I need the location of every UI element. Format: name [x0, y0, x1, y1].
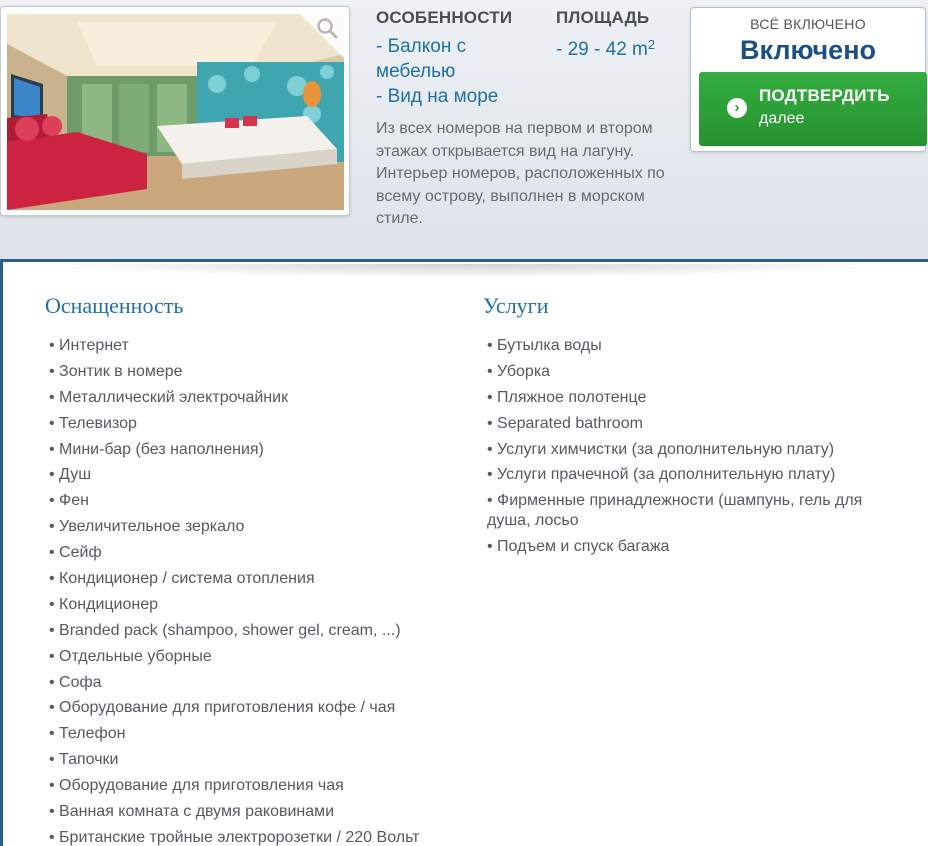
services-title: Услуги	[483, 293, 549, 318]
features-column	[376, 8, 546, 109]
room-panel	[0, 0, 928, 262]
list-item: • Separated bathroom	[483, 414, 903, 434]
zoom-button[interactable]	[291, 9, 347, 65]
list-item: • Зонтик в номере	[45, 362, 465, 382]
list-item: • Оборудование для приготовления кофе / чая	[45, 698, 465, 718]
list-item: • Мини-бар (без наполнения)	[45, 440, 465, 460]
area-unit-superscript: 2	[647, 37, 656, 52]
area-value: - 29 - 42 $m^2$	[556, 37, 656, 60]
chevron-right-icon: ›	[727, 98, 747, 118]
room-description: Из всех номеров на первом и втором этажах открывается вид на лагуну. Интерьер номеров, расположенных по всему острову, выполнен в морском стиле.	[376, 120, 665, 227]
list-item: • Интернет	[45, 336, 465, 356]
list-item: • Ванная комната с двумя раковинами	[45, 802, 465, 822]
list-item: • Кондиционер	[45, 595, 465, 615]
list-item: • Сейф	[45, 543, 465, 563]
list-item: • Фирменные принадлежности (шампунь, гель для душа, лосьо	[483, 491, 903, 531]
confirm-button[interactable]	[699, 72, 927, 146]
list-item: • Branded pack (shampoo, shower gel, cream, ...)	[45, 621, 465, 641]
magnifier-icon	[291, 9, 347, 65]
list-item: • Бутылка воды	[483, 336, 903, 356]
area-column	[556, 8, 686, 62]
amenities-title: Оснащенность	[45, 293, 184, 318]
room-photo-frame[interactable]	[0, 6, 350, 216]
services-section	[483, 292, 903, 563]
board-value: Включено	[739, 35, 876, 65]
list-item: • Пляжное полотенце	[483, 388, 903, 408]
feature-balcony: - Балкон с мебелью	[376, 36, 467, 82]
list-item: • Фен	[45, 491, 465, 511]
confirm-button-sublabel: далее	[759, 110, 805, 127]
section-divider	[43, 264, 891, 278]
list-item: • Услуги прачечной (за дополнительную плату)	[483, 465, 903, 485]
list-item: • Телефон	[45, 724, 465, 744]
amenities-list	[45, 336, 465, 846]
list-item: • Оборудование для приготовления чая	[45, 776, 465, 796]
list-item: • Софа	[45, 673, 465, 693]
confirm-button-label: ПОДТВЕРДИТЬ	[759, 86, 890, 105]
list-item: • Телевизор	[45, 414, 465, 434]
features-heading: ОСОБЕННОСТИ	[376, 8, 513, 27]
list-item: • Отдельные уборные	[45, 647, 465, 667]
list-item: • Уборка	[483, 362, 903, 382]
feature-sea-view: - Вид на море	[376, 86, 499, 107]
list-item: • Британские тройные электророзетки / 220 Вольт	[45, 828, 465, 846]
list-item: • Подъем и спуск багажа	[483, 537, 903, 557]
room-details	[0, 262, 928, 846]
list-item: • Увеличительное зеркало	[45, 517, 465, 537]
services-list	[483, 336, 903, 557]
area-heading: ПЛОЩАДЬ	[556, 8, 650, 27]
list-item: • Кондиционер / система отопления	[45, 569, 465, 589]
list-item: • Услуги химчистки (за дополнительную плату)	[483, 440, 903, 460]
list-item: • Душ	[45, 465, 465, 485]
amenities-section	[45, 292, 465, 846]
list-item: • Металлический электрочайник	[45, 388, 465, 408]
booking-box	[690, 7, 926, 152]
board-caption: ВСЁ ВКЛЮЧЕНО	[750, 16, 866, 32]
list-item: • Тапочки	[45, 750, 465, 770]
